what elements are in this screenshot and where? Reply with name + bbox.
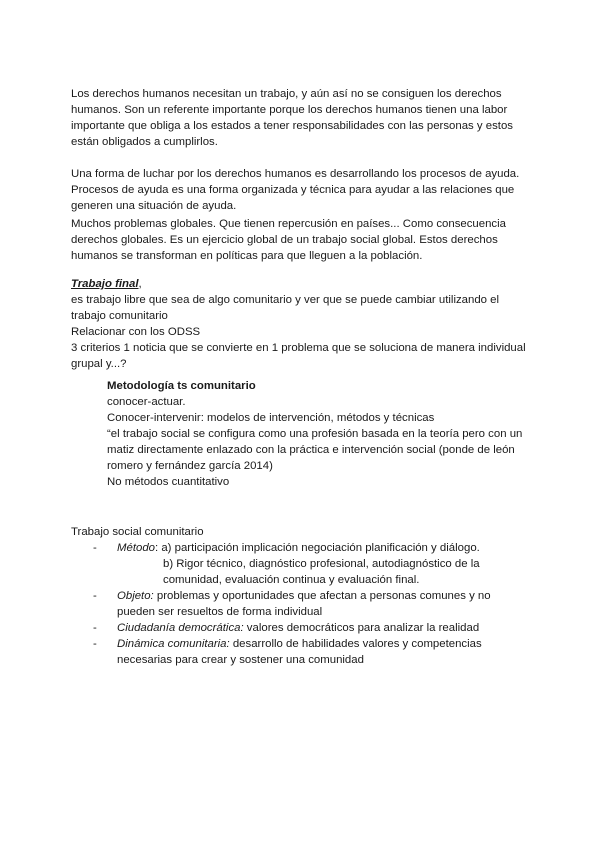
sub-item-b: b) Rigor técnico, diagnóstico profesional, autodiagnóstico de la comunidad, evaluación continua y evaluación final. [163, 558, 480, 586]
trabajo-final-odss: Relacionar con los ODSS [71, 326, 201, 338]
list-text: problemas y oportunidades que afectan a personas comunes y no pueden ser resueltos de forma individual [117, 590, 491, 618]
list-text: : a) participación implicación negociación planificación y diálogo. [155, 542, 480, 554]
list-dash: - [93, 542, 97, 554]
paragraph-procesos-ayuda [71, 166, 531, 214]
list-dash: - [93, 622, 97, 634]
list-item [71, 636, 531, 668]
list-dash: - [93, 590, 97, 602]
paragraph-problemas-globales [71, 216, 531, 264]
paragraph-derechos-humanos [71, 86, 531, 150]
trabajo-final-description: es trabajo libre que sea de algo comunitario y ver que se puede cambiar utilizando el trabajo comunitario [71, 294, 500, 322]
list-term: Dinámica comunitaria: [117, 638, 230, 650]
section-trabajo-final [71, 276, 531, 372]
metodologia-heading: Metodología ts comunitario [107, 380, 256, 392]
list-term: Método [117, 542, 155, 554]
heading-suffix: , [138, 278, 142, 290]
section-trabajo-social-comunitario [71, 524, 531, 668]
metodologia-line: conocer-actuar. [107, 396, 186, 408]
list-item [71, 588, 531, 620]
list-term: Ciudadanía democrática: [117, 622, 244, 634]
trabajo-final-heading: Trabajo final [71, 278, 139, 290]
list-item [71, 620, 531, 636]
trabajo-final-criterios: 3 criterios 1 noticia que se convierte en 1 problema que se soluciona de manera individual grupal y...? [71, 342, 526, 370]
list-item [71, 540, 531, 588]
list-term: Objeto: [117, 590, 154, 602]
metodologia-quote: “el trabajo social se configura como una profesión basada en la teoría pero con un matiz directamente enlazado con la práctica e intervención social (ponde de león romero y fernández garcía 2014) [107, 428, 523, 472]
section-heading-line [71, 276, 531, 292]
metodologia-line: No métodos cuantitativo [107, 476, 230, 488]
list-text: valores democráticos para analizar la realidad [243, 622, 480, 634]
list-dash: - [93, 638, 97, 650]
paragraph-text: Los derechos humanos necesitan un trabajo, y aún así no se consiguen los derechos humanos. Son un referente importante porque los derechos humanos tienen una labor importante que obliga a los estados a tener responsabilidades con las personas y estos están obligados a cumplirlos. [71, 88, 513, 148]
list-text: desarrollo de habilidades valores y competencias necesarias para crear y sostener una comunidad [117, 638, 482, 666]
section-metodologia [107, 378, 532, 490]
paragraph-text: Muchos problemas globales. Que tienen repercusión en países... Como consecuencia derechos globales. Es un ejercicio global de un trabajo social global. Estos derechos humanos se transforman en políticas para que lleguen a la población. [71, 218, 506, 262]
metodologia-line: Conocer-intervenir: modelos de intervención, métodos y técnicas [107, 412, 435, 424]
paragraph-text: Una forma de luchar por los derechos humanos es desarrollando los procesos de ayuda. Procesos de ayuda es una forma organizada y técnica para ayudar a las relaciones que generen una situación de ayuda. [71, 168, 520, 212]
comunitario-title: Trabajo social comunitario [71, 526, 204, 538]
